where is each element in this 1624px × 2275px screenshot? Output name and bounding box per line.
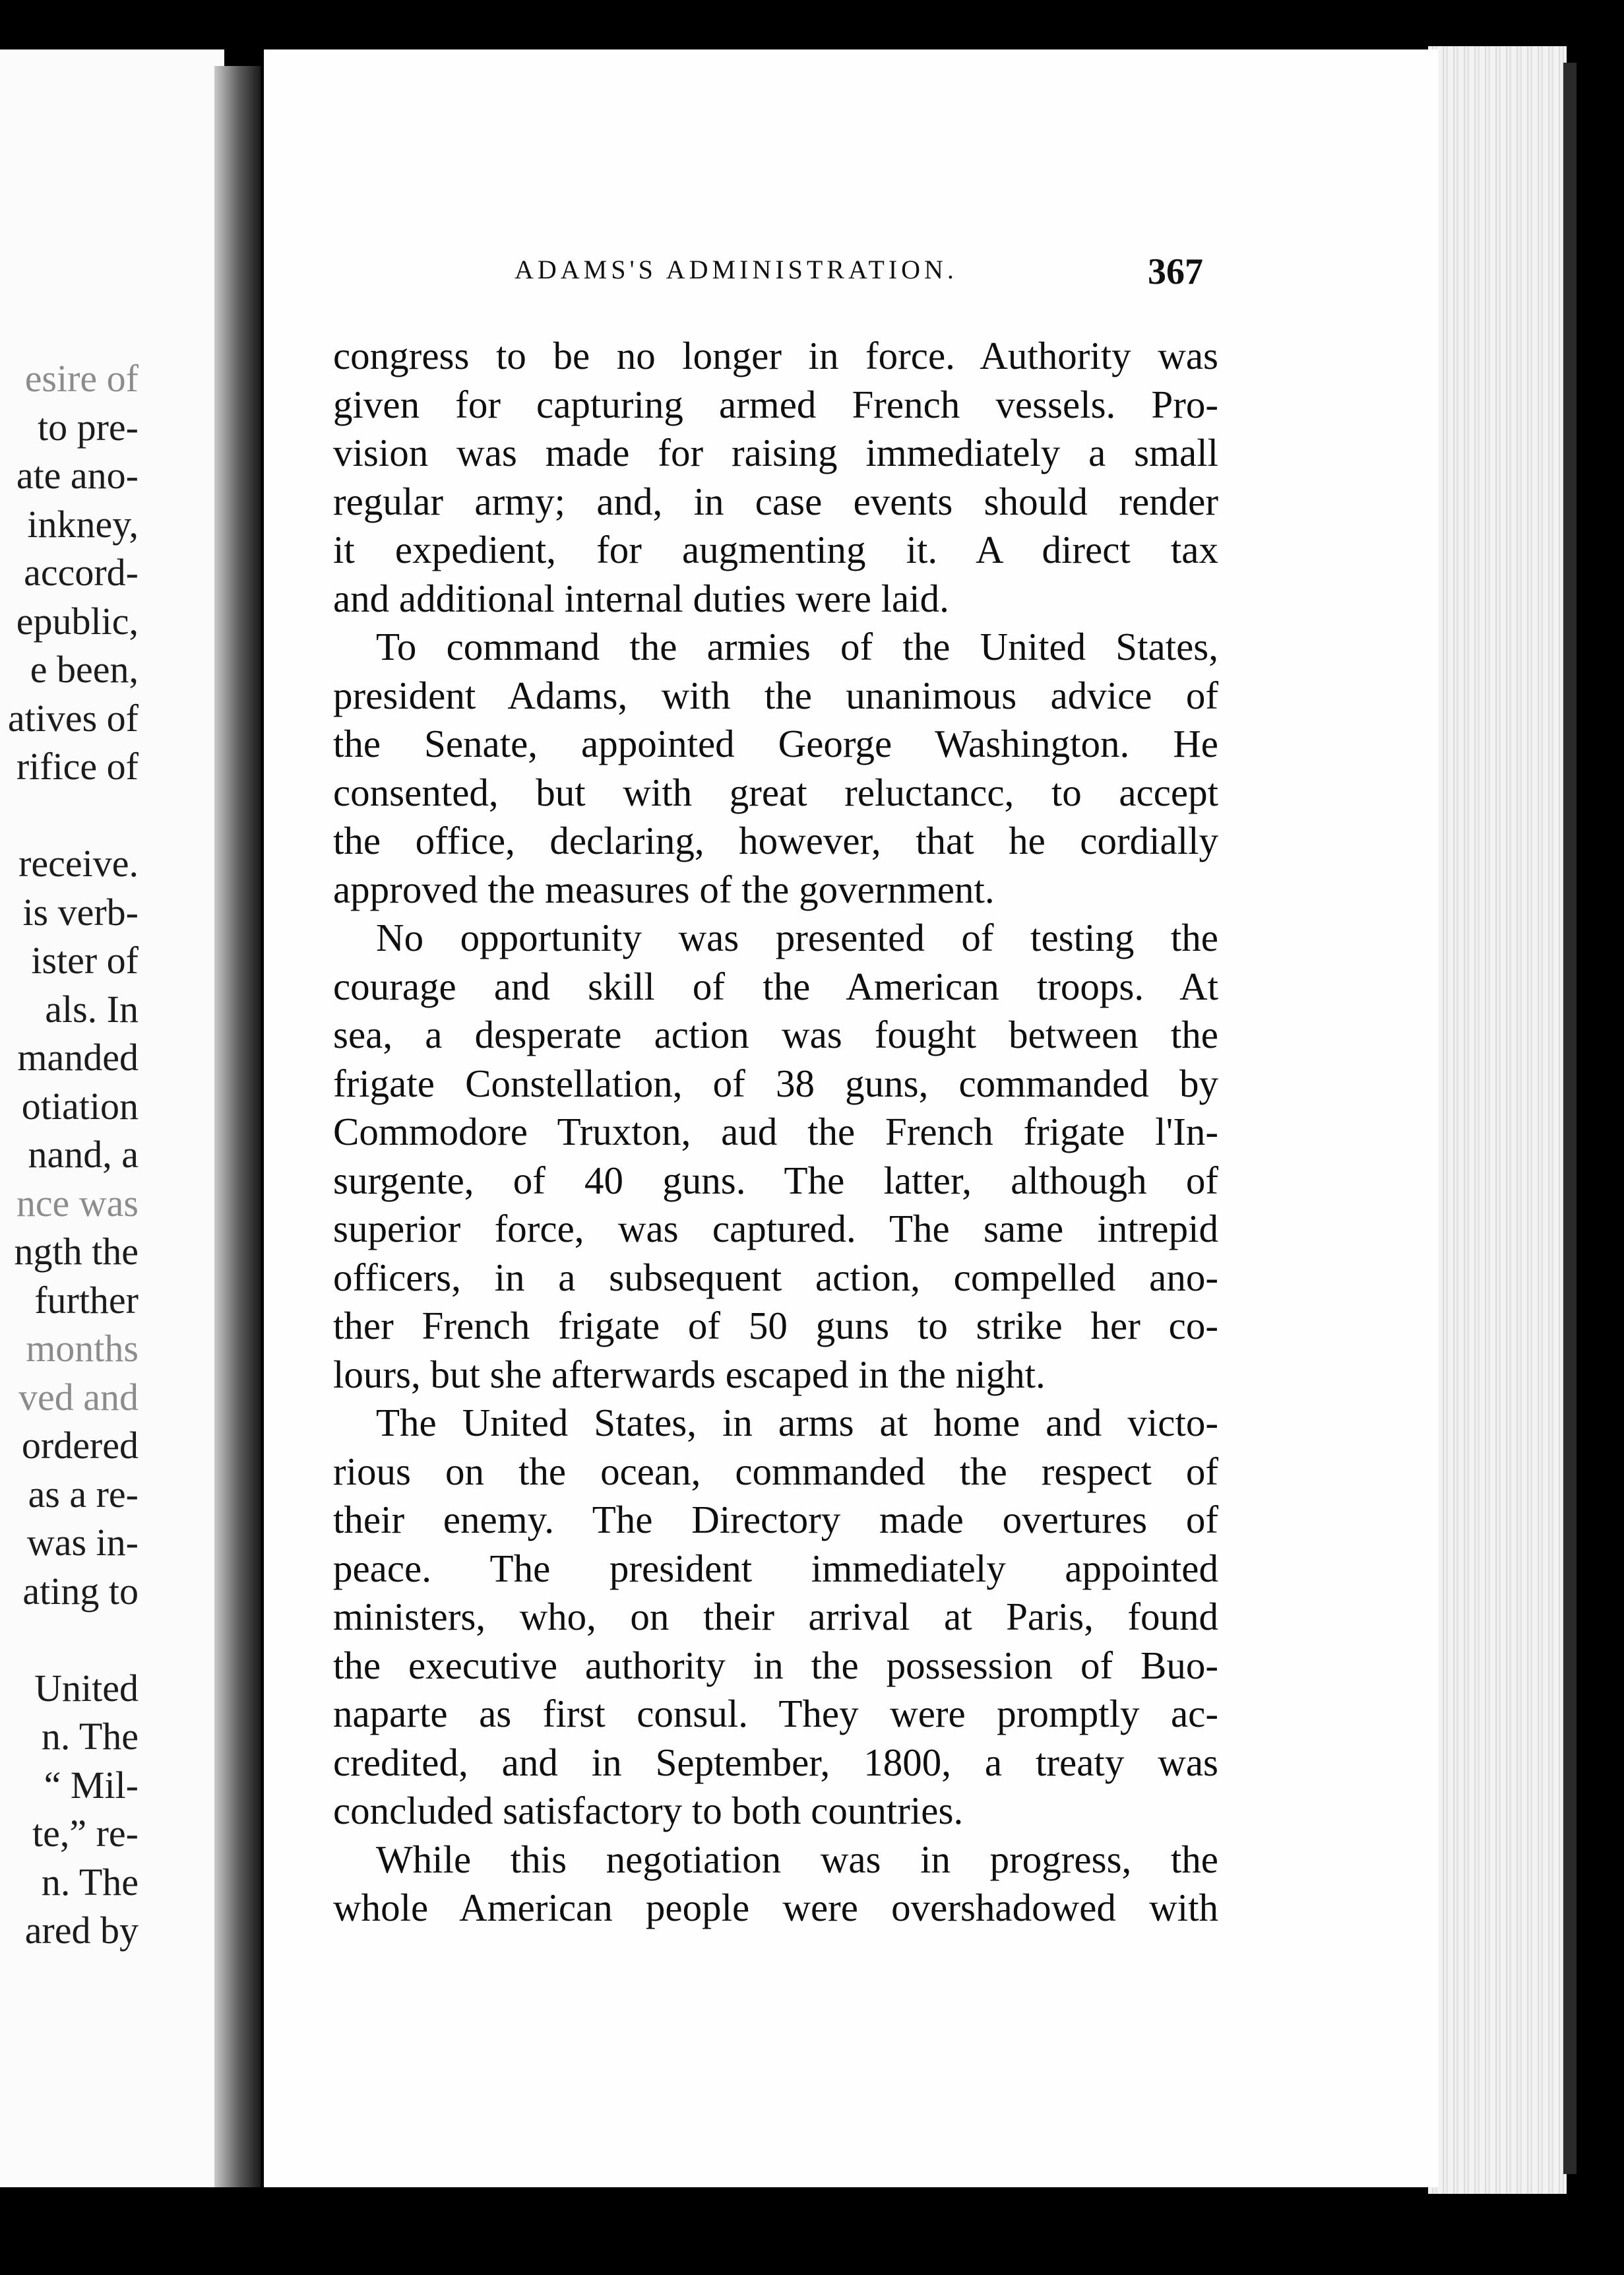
- facing-text-fragment: rifice of: [16, 745, 139, 788]
- text-line: Commodore Truxton, aud the French frigate l'In-: [333, 1110, 1218, 1153]
- text-line: The United States, in arms at home and victo-: [376, 1401, 1218, 1444]
- text-line: sea, a desperate action was fought between the: [333, 1013, 1218, 1056]
- text-line: superior force, was captured. The same intrepid: [333, 1207, 1218, 1250]
- text-line: ther French frigate of 50 guns to strike her co-: [333, 1304, 1218, 1347]
- facing-text-fragment: te,” re-: [32, 1812, 139, 1855]
- text-line: While this negotiation was in progress, the: [376, 1837, 1218, 1881]
- text-line: regular army; and, in case events should render: [333, 479, 1218, 523]
- text-line: courage and skill of the American troops. At: [333, 964, 1218, 1008]
- page-number: 367: [1148, 251, 1203, 292]
- text-line: approved the measures of the government.: [333, 867, 995, 911]
- text-line: the Senate, appointed George Washington. He: [333, 722, 1218, 765]
- facing-text-fragment: ordered: [21, 1424, 139, 1467]
- facing-text-fragment: ating to: [22, 1569, 139, 1613]
- facing-text-fragment: “ Mil-: [44, 1763, 139, 1807]
- text-line: consented, but with great reluctancc, to accept: [333, 770, 1218, 814]
- page-edges: [1428, 46, 1567, 2194]
- text-line: it expedient, for augmenting it. A direct tax: [333, 528, 1218, 571]
- text-line: whole American people were overshadowed with: [333, 1886, 1218, 1929]
- text-line: To command the armies of the United States,: [376, 625, 1218, 668]
- text-line: vision was made for raising immediately a small: [333, 431, 1218, 474]
- facing-text-fragment: further: [34, 1278, 139, 1322]
- facing-text-fragment: otiation: [21, 1084, 139, 1128]
- text-line: peace. The president immediately appointed: [333, 1546, 1218, 1590]
- facing-text-fragment: to pre-: [38, 405, 139, 449]
- text-line: their enemy. The Directory made overtures of: [333, 1498, 1218, 1541]
- text-line: and additional internal duties were laid.: [333, 576, 949, 620]
- facing-text-fragment: was in-: [26, 1521, 139, 1564]
- text-line: concluded satisfactory to both countries.: [333, 1789, 964, 1832]
- page-edge-shadow: [1563, 63, 1577, 2174]
- facing-text-fragment: nce was: [16, 1181, 139, 1225]
- facing-text-fragment: ate ano-: [16, 454, 139, 497]
- facing-text-fragment: n. The: [41, 1860, 139, 1904]
- facing-text-fragment: as a re-: [28, 1472, 139, 1516]
- text-line: rious on the ocean, commanded the respect of: [333, 1449, 1218, 1493]
- text-line: credited, and in September, 1800, a treaty was: [333, 1740, 1218, 1784]
- text-line: the executive authority in the possession of Buo-: [333, 1643, 1218, 1687]
- running-head: ADAMS'S ADMINISTRATION.: [515, 255, 958, 284]
- book-gutter: [214, 66, 261, 2187]
- facing-text-fragment: months: [26, 1327, 139, 1370]
- facing-text-fragment: nand, a: [28, 1133, 139, 1176]
- text-line: given for capturing armed French vessels. Pro-: [333, 382, 1218, 426]
- facing-text-fragment: is verb-: [22, 890, 139, 934]
- facing-text-fragment: e been,: [30, 648, 139, 691]
- facing-text-fragment: epublic,: [16, 599, 139, 643]
- facing-text-fragment: accord-: [24, 551, 139, 594]
- facing-text-fragment: United: [34, 1666, 139, 1710]
- text-line: frigate Constellation, of 38 guns, commanded by: [333, 1061, 1218, 1105]
- text-line: ministers, who, on their arrival at Paris, found: [333, 1595, 1218, 1638]
- facing-text-fragment: esire of: [24, 357, 139, 400]
- text-line: president Adams, with the unanimous advice of: [333, 673, 1218, 717]
- facing-text-fragment: receive.: [18, 842, 139, 885]
- facing-text-fragment: manded: [17, 1036, 139, 1079]
- facing-text-fragment: ister of: [31, 939, 139, 982]
- facing-text-fragment: inkney,: [27, 502, 139, 546]
- facing-text-fragment: ved and: [18, 1375, 139, 1419]
- facing-text-fragment: ared by: [24, 1909, 139, 1952]
- text-line: officers, in a subsequent action, compelled ano-: [333, 1255, 1218, 1299]
- text-line: surgente, of 40 guns. The latter, although of: [333, 1158, 1218, 1202]
- text-line: naparte as first consul. They were promptly ac-: [333, 1692, 1218, 1735]
- text-line: congress to be no longer in force. Authority was: [333, 334, 1218, 377]
- facing-text-fragment: ngth the: [14, 1230, 139, 1273]
- facing-text-fragment: n. The: [41, 1715, 139, 1758]
- text-line: No opportunity was presented of testing the: [376, 916, 1218, 959]
- facing-text-fragment: als. In: [45, 987, 139, 1031]
- facing-text-fragment: atives of: [7, 696, 139, 740]
- text-line: lours, but she afterwards escaped in the night.: [333, 1352, 1046, 1396]
- text-line: the office, declaring, however, that he cordially: [333, 819, 1218, 862]
